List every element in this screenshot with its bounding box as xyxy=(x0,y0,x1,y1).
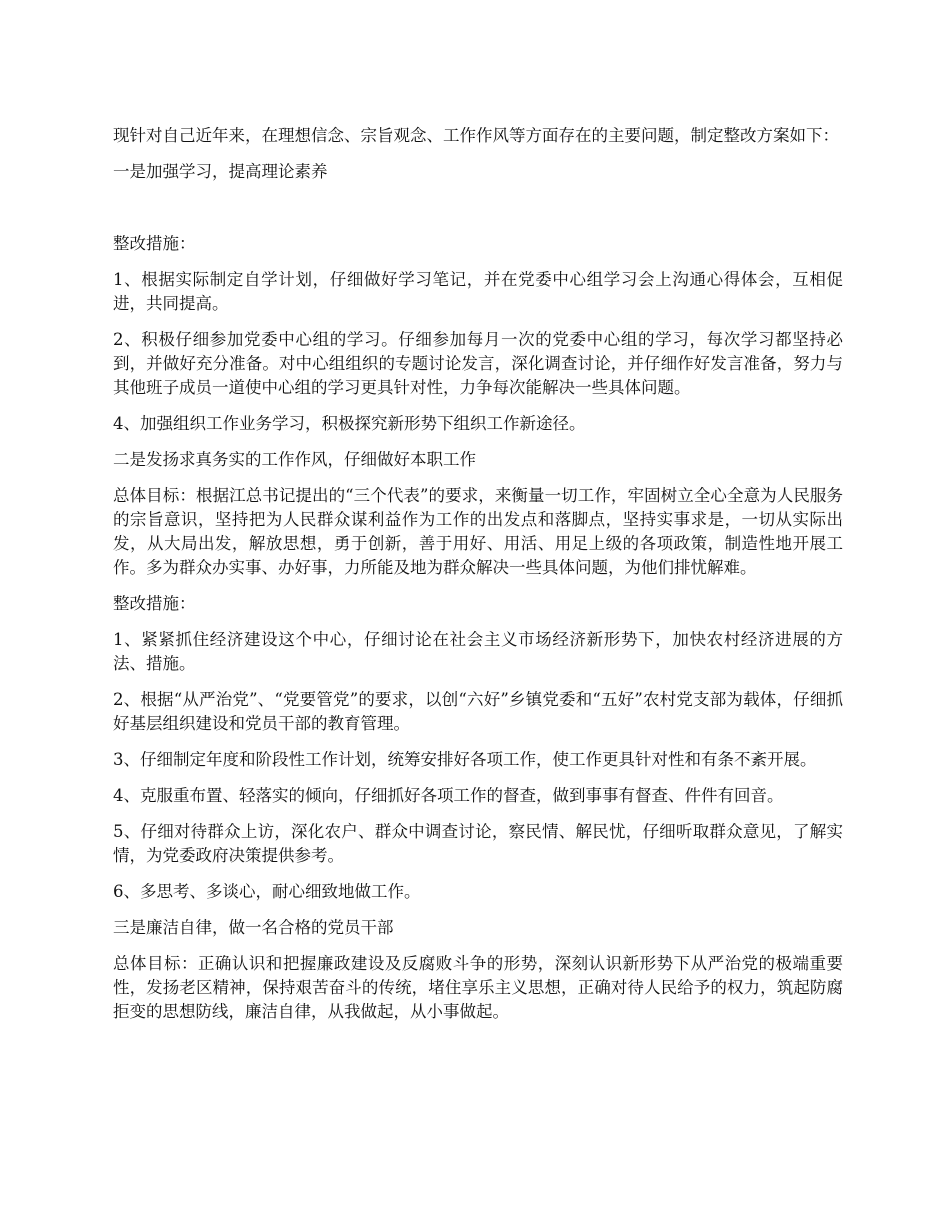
section2-goal: 总体目标：根据江总书记提出的“三个代表”的要求，来衡量一切工作，牢固树立全心全意为人民服务的宗旨意识，坚持把为人民群众谋利益作为工作的出发点和落脚点，坚持实事求是，一切从实际出发，从大局出发，解放思想，勇于创新，善于用好、用活、用足上级的各项政策，制造性地开展工作。多为群众办实事、办好事，力所能及地为群众解决一些具体问题，为他们排忧解难。 xyxy=(113,486,843,577)
section1-title: 一是加强学习，提高理论素养 xyxy=(113,162,328,181)
section1-item: 4、加强组织工作业务学习，积极探究新形势下组织工作新途径。 xyxy=(113,414,586,433)
section1-item: 2、积极仔细参加党委中心组的学习。仔细参加每月一次的党委中心组的学习，每次学习都坚持必到，并做好充分准备。对中心组组织的专题讨论发言，深化调查讨论，并仔细作好发言准备，努力与其他班子成员一道使中心组的学习更具针对性，力争每次能解决一些具体问题。 xyxy=(113,330,843,397)
section2-item: 4、克服重布置、轻落实的倾向，仔细抓好各项工作的督查，做到事事有督查、件件有回音。 xyxy=(113,786,784,805)
section3-goal: 总体目标：正确认识和把握廉政建设及反腐败斗争的形势，深刻认识新形势下从严治党的极端重要性，发扬老区精神，保持艰苦奋斗的传统，堵住享乐主义思想，正确对待人民给予的权力，筑起防腐拒变的思想防线，廉洁自律，从我做起，从小事做起。 xyxy=(113,954,843,1021)
section2-item: 1、紧紧抓住经济建设这个中心，仔细讨论在社会主义市场经济新形势下，加快农村经济进展的方法、措施。 xyxy=(113,630,843,673)
document-body xyxy=(113,124,843,1036)
section3-title: 三是廉洁自律，做一名合格的党员干部 xyxy=(113,918,394,937)
section2-item: 2、根据“从严治党”、“党要管党”的要求，以创“六好”乡镇党委和“五好”农村党支部为载体，仔细抓好基层组织建设和党员干部的教育管理。 xyxy=(113,690,843,733)
section2-title: 二是发扬求真务实的工作作风，仔细做好本职工作 xyxy=(113,450,476,469)
section1-measures-label: 整改措施： xyxy=(113,234,196,253)
section2-item: 5、仔细对待群众上访，深化农户、群众中调查讨论，察民情、解民忧，仔细听取群众意见，了解实情，为党委政府决策提供参考。 xyxy=(113,822,843,865)
section2-item: 3、仔细制定年度和阶段性工作计划，统筹安排好各项工作，使工作更具针对性和有条不紊开展。 xyxy=(113,750,817,769)
section2-measures-label: 整改措施： xyxy=(113,594,196,613)
section1-item: 1、根据实际制定自学计划，仔细做好学习笔记，并在党委中心组学习会上沟通心得体会，互相促进，共同提高。 xyxy=(113,270,843,313)
section2-item: 6、多思考、多谈心，耐心细致地做工作。 xyxy=(113,882,421,901)
intro-paragraph: 现针对自己近年来，在理想信念、宗旨观念、工作作风等方面存在的主要问题，制定整改方案如下： xyxy=(113,126,839,145)
